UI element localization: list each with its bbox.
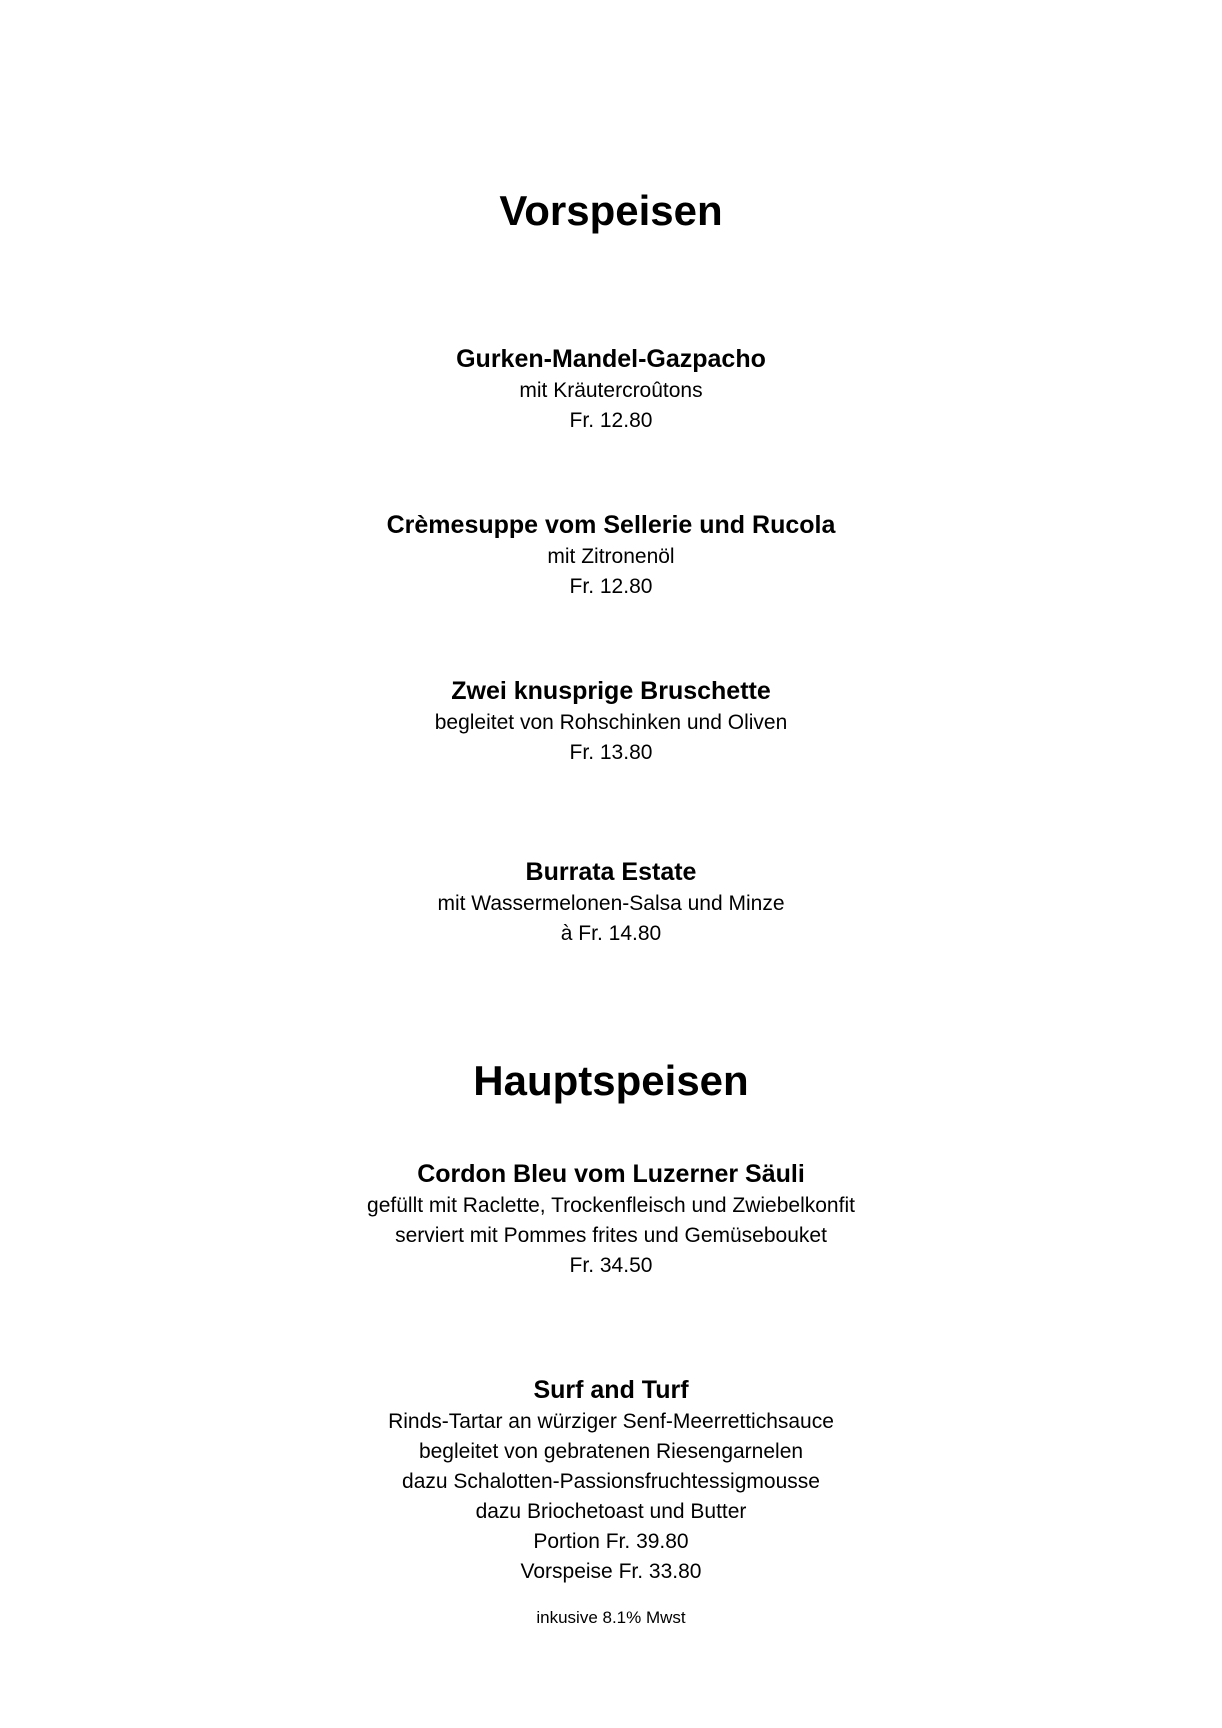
menu-item: [0, 674, 1222, 768]
dish-name: Surf and Turf: [533, 1376, 689, 1404]
dish-price: Fr. 12.80: [569, 409, 653, 432]
dish-description: begleitet von gebratenen Riesengarnelen: [418, 1440, 804, 1463]
menu-item: [0, 1157, 1222, 1281]
dish-description: begleitet von Rohschinken und Oliven: [434, 711, 788, 734]
dish-name: Crèmesuppe vom Sellerie und Rucola: [386, 511, 836, 539]
section-heading-starters: Vorspeisen: [499, 187, 723, 234]
dish-description: serviert mit Pommes frites und Gemüsebouket: [395, 1224, 827, 1247]
dish-price: Portion Fr. 39.80: [533, 1530, 689, 1553]
dish-name: Zwei knusprige Bruschette: [451, 677, 771, 705]
menu-item: [0, 1373, 1222, 1587]
dish-price: Vorspeise Fr. 33.80: [520, 1560, 702, 1583]
dish-description: dazu Briochetoast und Butter: [475, 1500, 747, 1523]
menu-item: [0, 508, 1222, 602]
dish-name: Burrata Estate: [525, 858, 697, 886]
dish-description: gefüllt mit Raclette, Trockenfleisch und Zwiebelkonfit: [367, 1194, 855, 1217]
dish-name: Cordon Bleu vom Luzerner Säuli: [417, 1160, 805, 1188]
section-heading-mains: Hauptspeisen: [473, 1057, 749, 1104]
dish-price: Fr. 12.80: [569, 575, 653, 598]
dish-description: mit Wassermelonen-Salsa und Minze: [437, 892, 785, 915]
dish-price: à Fr. 14.80: [560, 922, 662, 945]
vat-footnote: inkusive 8.1% Mwst: [536, 1608, 686, 1627]
dish-description: mit Zitronenöl: [547, 545, 675, 568]
dish-description: mit Kräutercroûtons: [519, 379, 703, 402]
dish-description: dazu Schalotten-Passionsfruchtessigmousse: [402, 1470, 820, 1493]
dish-name: Gurken-Mandel-Gazpacho: [456, 345, 766, 373]
dish-price: Fr. 34.50: [569, 1254, 653, 1277]
menu-item: [0, 342, 1222, 436]
dish-price: Fr. 13.80: [569, 741, 653, 764]
dish-description: Rinds-Tartar an würziger Senf-Meerrettichsauce: [388, 1410, 834, 1433]
menu-item: [0, 855, 1222, 949]
